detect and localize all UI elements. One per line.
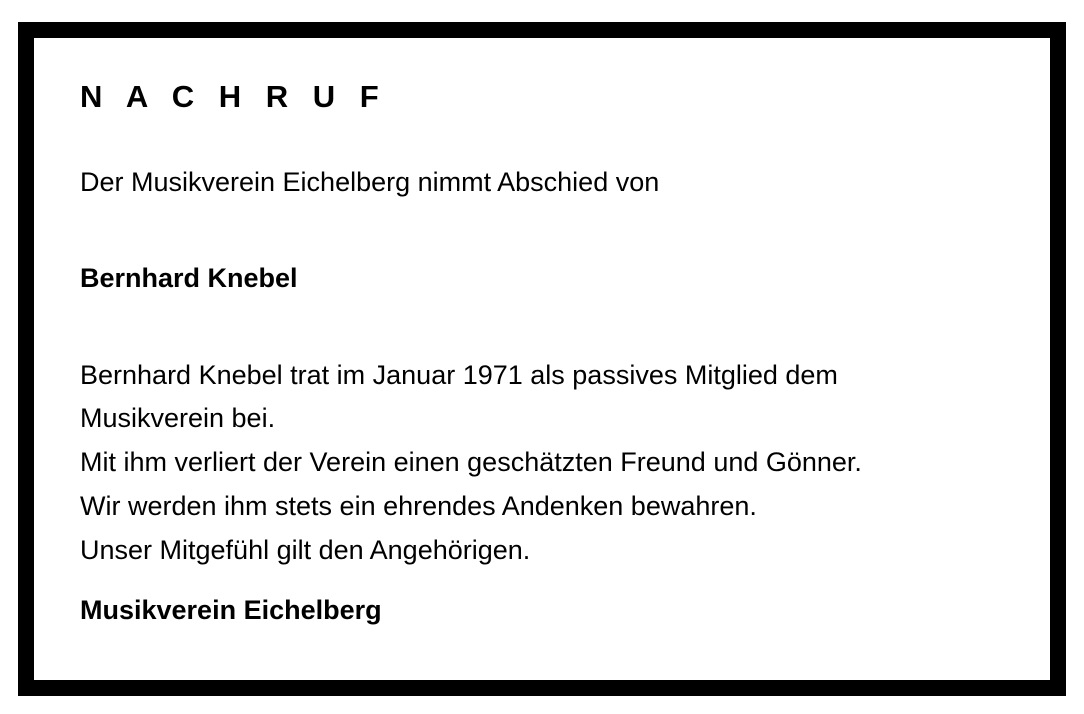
signature-organization: Musikverein Eichelberg xyxy=(80,595,382,626)
notice-content xyxy=(34,38,1050,680)
body-line: Musikverein bei. xyxy=(80,403,276,434)
deceased-name: Bernhard Knebel xyxy=(80,262,298,293)
notice-headline: N A C H R U F xyxy=(80,79,387,114)
notice-body xyxy=(80,354,1004,573)
notice-intro-text: Der Musikverein Eichelberg nimmt Abschied von xyxy=(80,167,660,198)
body-line: Bernhard Knebel trat im Januar 1971 als passives Mitglied dem xyxy=(80,359,838,390)
body-line: Mit ihm verliert der Verein einen geschätzten Freund und Gönner. xyxy=(80,447,862,478)
black-mourning-border xyxy=(18,22,1066,696)
body-line: Unser Mitgefühl gilt den Angehörigen. xyxy=(80,534,531,565)
body-line: Wir werden ihm stets ein ehrendes Andenken bewahren. xyxy=(80,490,757,521)
